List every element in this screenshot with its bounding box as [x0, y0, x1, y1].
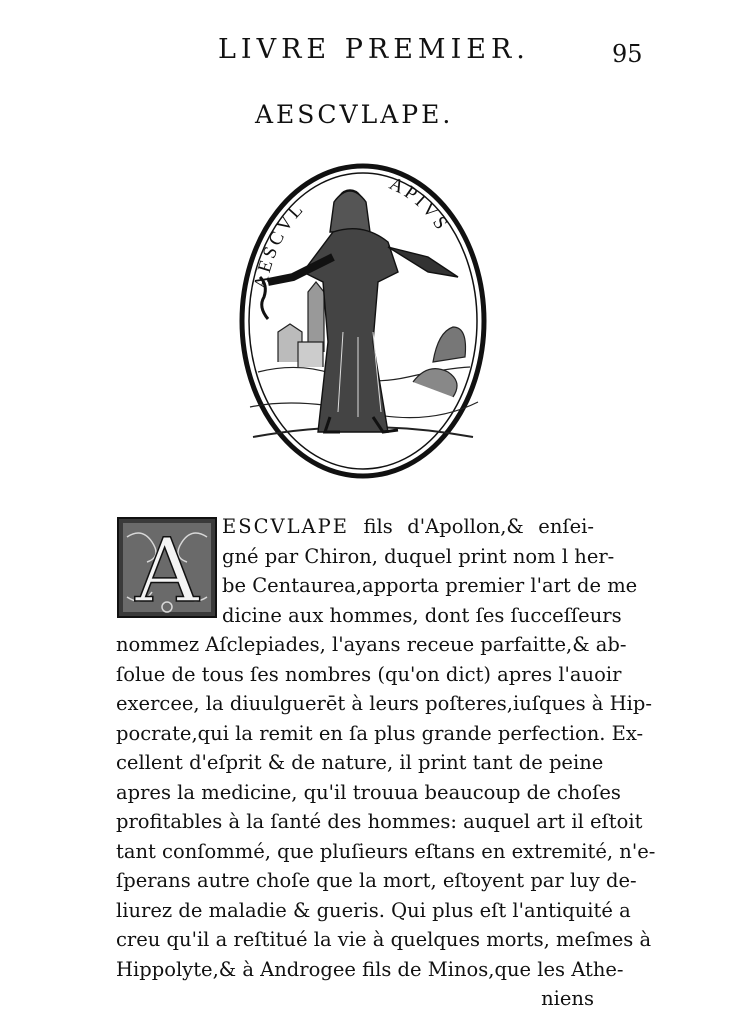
medal-inscription-left: AESCVL	[250, 197, 310, 292]
text-line-14: liurez de maladie & gueris. Qui plus eſt l'antiquité a	[116, 898, 631, 922]
text-line-12: tant conſommé, que pluſieurs eſtans en extremité, n'e-	[116, 839, 656, 863]
text-line-10: apres la medicine, qu'il trouua beaucoup de choſes	[116, 780, 621, 804]
lead-word: ESCVLAPE	[222, 515, 349, 538]
text-line-13: ſperans autre choſe que la mort, eſtoyent par luy de-	[116, 869, 637, 892]
text-line-8: pocrate,qui la remit en ſa plus grande perfection. Ex-	[116, 721, 644, 745]
text-line-2: gné par Chiron, duquel print nom l her-	[222, 544, 615, 568]
text-line-15: creu qu'il a reſtitué la vie à quelques morts, meſmes à	[116, 928, 652, 951]
page-title: AESCVLAPE.	[255, 100, 454, 129]
text-line-3: be Centaurea,apporta premier l'art de me	[222, 574, 638, 597]
text-line-11: profitables à la ſanté des hommes: auquel art il eſtoit	[116, 810, 643, 833]
text-line-1	[116, 512, 594, 542]
aesculapius-medallion	[238, 162, 488, 480]
text-line-4: dicine aux hommes, dont ſes ſucceſſeurs	[222, 603, 622, 627]
text-line-9: cellent d'eſprit & de nature, il print tant de peine	[116, 751, 604, 774]
text-line-6: ſolue de tous ſes nombres (qu'on dict) apres l'auoir	[116, 662, 622, 686]
body-text	[116, 512, 656, 1014]
text-line-17: niens	[541, 987, 594, 1010]
drop-cap-letter: A	[135, 519, 199, 618]
text-line-16: Hippolyte,& à Androgee fils de Minos,que les Athe-	[116, 957, 624, 981]
text-line-5: nommez Aſclepiades, l'ayans receue parfaitte,& ab-	[116, 633, 627, 656]
medal-inscription-right: APIVS	[385, 173, 454, 236]
text-line-1-rest: fils d'Apollon,& enſei-	[348, 515, 594, 538]
page-number: 95	[612, 40, 643, 68]
running-head: LIVRE PREMIER.	[218, 34, 530, 65]
text-line-7: exercee, la diuulguerēt à leurs poſteres,iuſques à Hip-	[116, 692, 652, 715]
